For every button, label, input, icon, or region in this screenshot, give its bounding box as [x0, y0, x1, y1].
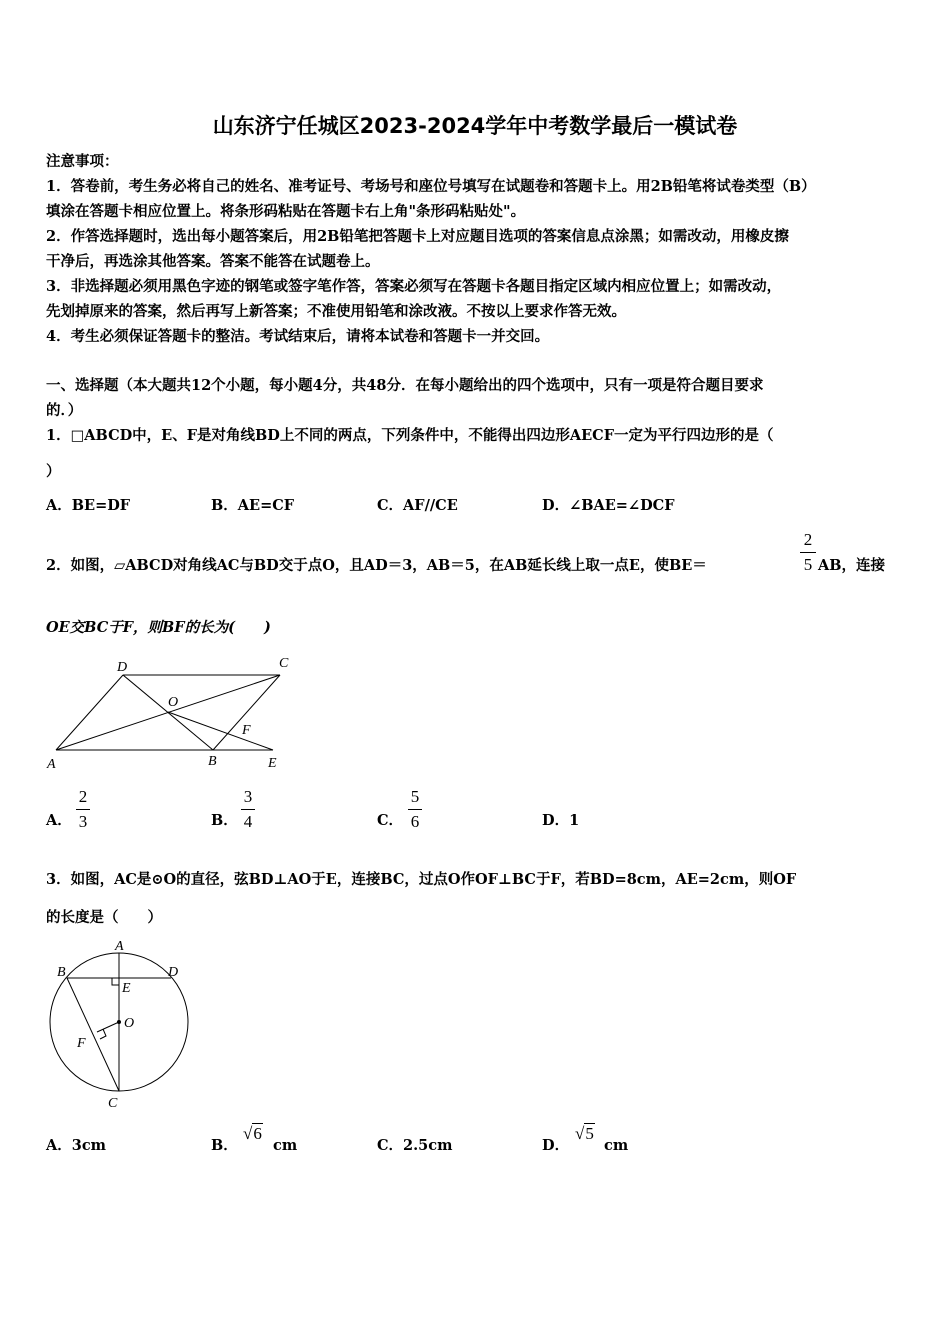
q2-stem-fraction: 2 5 — [800, 530, 816, 575]
q1-stem-cont: ） — [46, 463, 61, 480]
q2-option-c-label: C． — [377, 812, 404, 829]
figure-label-f: F — [242, 723, 251, 738]
q3-option-a: A．3cm — [46, 1137, 107, 1154]
notice-line: 3．非选择题必须用黑色字迹的钢笔或签字笔作答，答案必须写在答题卡各题目指定区域内相应位置上；如需改动， — [46, 278, 782, 295]
page-title: 山东济宁任城区2023-2024学年中考数学最后一模试卷 — [212, 114, 738, 138]
q1-option-d: D．∠BAE=∠DCF — [542, 497, 675, 514]
parallelogram-symbol: ▱ — [114, 557, 126, 574]
q1-option-c: C．AF//CE — [377, 497, 458, 514]
figure-label-o: O — [168, 695, 179, 710]
q2-option-b-value: 3 4 — [241, 787, 255, 832]
notice-line: 填涂在答题卡相应位置上。将条形码粘贴在答题卡右上角"条形码粘贴处"。 — [46, 203, 526, 220]
q2-option-a-label: A． — [46, 812, 72, 829]
q2-option-a-value: 2 3 — [76, 787, 90, 832]
q3-option-d-unit: cm — [604, 1137, 629, 1154]
notice-line: 1．答卷前，考生务必将自己的姓名、准考证号、考场号和座位号填写在试题卷和答题卡上。用2B铅笔将试卷类型（B） — [46, 178, 816, 195]
q2-stem-end: AB，连接 — [818, 557, 886, 574]
q3-stem: 3．如图，AC是⊙O的直径，弦BD⊥AO于E，连接BC，过点O作OF⊥BC于F，若BD=8cm，AE=2cm，则OF — [46, 871, 797, 888]
q3-option-c: C．2.5cm — [377, 1137, 453, 1154]
figure-label-d: D — [168, 965, 179, 980]
q2-figure — [40, 650, 300, 775]
q2-option-b-label: B． — [211, 812, 238, 829]
figure-label-b: B — [208, 754, 217, 769]
figure-label-o: O — [124, 1016, 135, 1031]
notice-line: 先划掉原来的答案，然后再写上新答案；不准使用铅笔和涂改液。不按以上要求作答无效。 — [46, 303, 626, 320]
q3-option-b-label: B． — [211, 1137, 238, 1154]
figure-label-b: B — [57, 965, 66, 980]
figure-label-d: D — [117, 660, 128, 675]
figure-label-f: F — [77, 1036, 86, 1051]
q3-figure — [40, 935, 200, 1115]
center-point — [117, 1020, 121, 1024]
q3-option-b-unit: cm — [273, 1137, 298, 1154]
q2-stem-cont: OE交BC于F，则BF的长为( ) — [46, 619, 271, 636]
q1-option-a: A．BE=DF — [46, 497, 131, 514]
figure-label-a: A — [115, 939, 124, 954]
q1-stem: 1．□ABCD中，E、F是对角线BD上不同的两点，下列条件中，不能得出四边形AECF一定为平行四边形的是（ — [46, 427, 774, 444]
notice-heading: 注意事项： — [46, 153, 119, 170]
figure-label-c: C — [108, 1096, 118, 1111]
figure-label-c: C — [279, 656, 289, 671]
q2-stem: 2．如图，▱ABCD对角线AC与BD交于点O，且AD＝3，AB＝5，在AB延长线上取一点E，使BE＝ — [46, 557, 707, 574]
q3-option-b-radical: √6 — [243, 1124, 262, 1143]
q3-stem-cont: 的长度是（ ） — [46, 909, 162, 926]
q3-option-d-label: D． — [542, 1137, 570, 1154]
q2-option-c-value: 5 6 — [408, 787, 422, 832]
notice-line: 4．考生必须保证答题卡的整洁。考试结束后，请将本试卷和答题卡一并交回。 — [46, 328, 550, 345]
notice-line: 2．作答选择题时，选出每小题答案后，用2B铅笔把答题卡上对应题目选项的答案信息点涂黑；如需改动，用橡皮擦 — [46, 228, 789, 245]
figure-label-a: A — [47, 757, 56, 772]
section-heading-cont: 的．） — [46, 402, 83, 419]
notice-line: 干净后，再选涂其他答案。答案不能答在试题卷上。 — [46, 253, 380, 270]
figure-label-e: E — [122, 981, 131, 996]
q2-option-d: D．1 — [542, 812, 580, 829]
q3-option-d-radical: √5 — [575, 1124, 594, 1143]
q1-option-b: B．AE=CF — [211, 497, 295, 514]
figure-label-e: E — [268, 756, 277, 771]
section-heading: 一、选择题（本大题共12个小题，每小题4分，共48分．在每小题给出的四个选项中，只有一项是符合题目要求 — [46, 377, 764, 394]
